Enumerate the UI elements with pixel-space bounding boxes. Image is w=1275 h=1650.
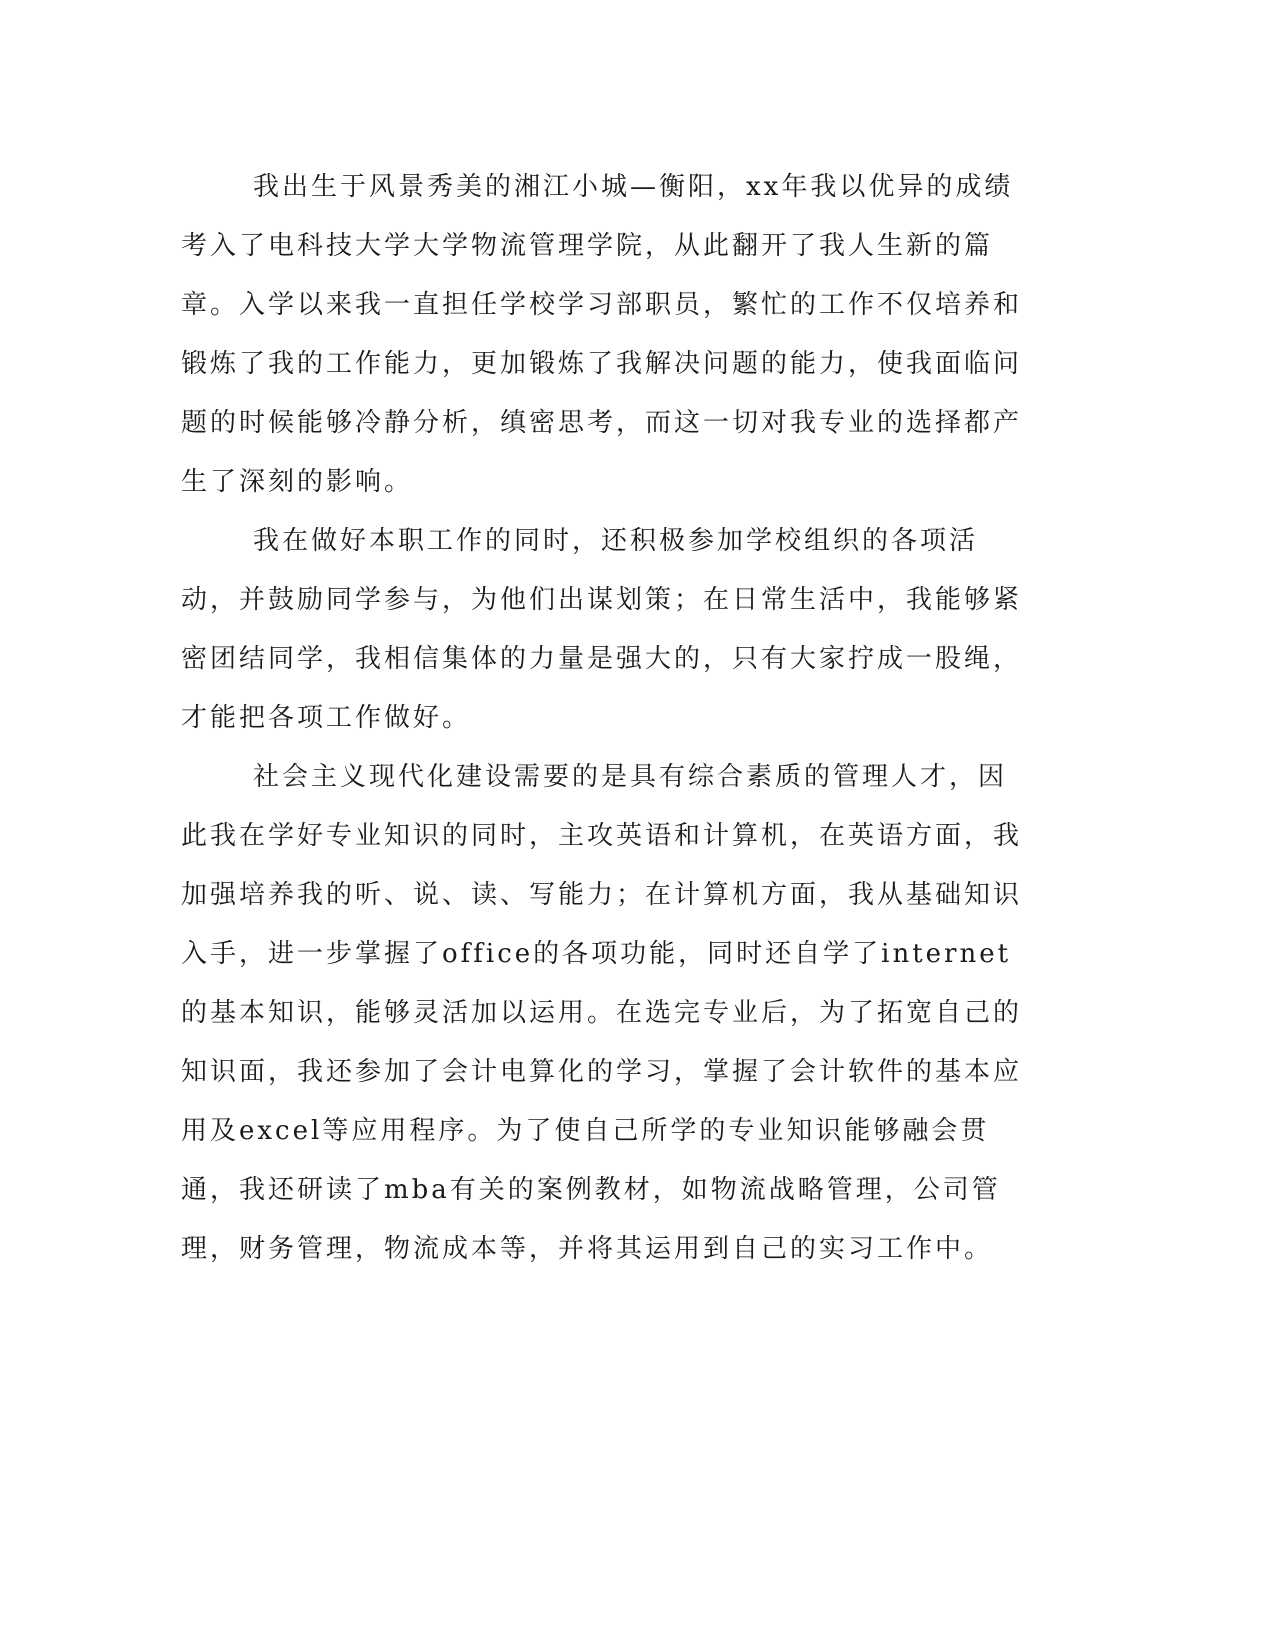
paragraph-1: 我出生于风景秀美的湘江小城—衡阳，xx年我以优异的成绩考入了电科技大学大学物流管理学院，从此翻开了我人生新的篇章。入学以来我一直担任学校学习部职员，繁忙的工作不仅培养和锻炼了我的工作能力，更加锻炼了我解决问题的能力，使我面临问题的时候能够冷静分析，缜密思考，而这一切对我专业的选择都产生了深刻的影响。 [181,172,1023,497]
document-body [181,158,1031,1279]
paragraph-2: 我在做好本职工作的同时，还积极参加学校组织的各项活动，并鼓励同学参与，为他们出谋划策；在日常生活中，我能够紧密团结同学，我相信集体的力量是强大的，只有大家拧成一股绳，才能把各项工作做好。 [181,526,1023,733]
paragraph-3: 社会主义现代化建设需要的是具有综合素质的管理人才，因此我在学好专业知识的同时，主攻英语和计算机，在英语方面，我加强培养我的听、说、读、写能力；在计算机方面，我从基础知识入手，进一步掌握了office的各项功能，同时还自学了internet的基本知识，能够灵活加以运用。在选完专业后，为了拓宽自己的知识面，我还参加了会计电算化的学习，掌握了会计软件的基本应用及excel等应用程序。为了使自己所学的专业知识能够融会贯通，我还研读了mba有关的案例教材，如物流战略管理，公司管理，财务管理，物流成本等，并将其运用到自己的实习工作中。 [181,762,1023,1264]
